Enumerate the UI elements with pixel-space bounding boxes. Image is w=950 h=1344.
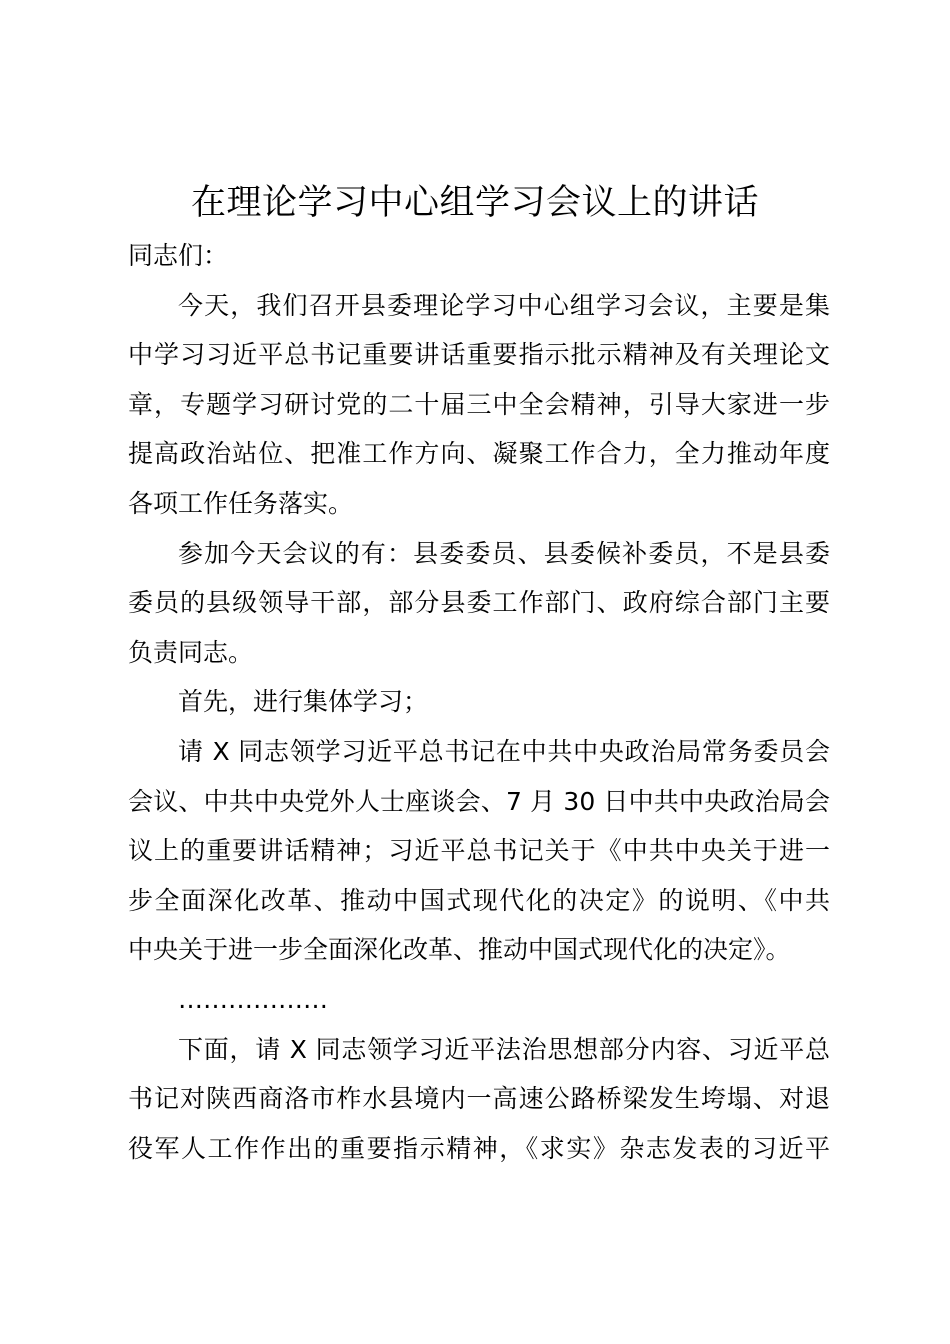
paragraph-line: 役军人工作作出的重要指示精神，《求实》杂志发表的习近平 — [128, 1133, 830, 1163]
document-body — [128, 231, 830, 1173]
paragraph-line: 首先，进行集体学习； — [178, 687, 429, 717]
paragraph-line: 中央关于进一步全面深化改革、推动中国式现代化的决定》。 — [128, 935, 791, 965]
paragraph-line: 请 X 同志领学习近平总书记在中共中央政治局常务委员会 — [178, 736, 830, 766]
paragraph-line: 今天，我们召开县委理论学习中心组学习会议，主要是集 — [178, 290, 830, 320]
paragraph-line: 下面，请 X 同志领学习近平法治思想部分内容、习近平总 — [178, 1034, 830, 1064]
document-title: 在理论学习中心组学习会议上的讲话 — [190, 183, 759, 223]
paragraph-3 — [128, 677, 830, 727]
paragraph-1 — [128, 281, 830, 529]
ellipsis: ……………… — [178, 984, 328, 1014]
paragraph-line: 参加今天会议的有：县委委员、县委候补委员，不是县委 — [178, 538, 830, 568]
paragraph-line: 提高政治站位、把准工作方向、凝聚工作合力，全力推动年度 — [128, 439, 830, 469]
salutation: 同志们： — [128, 241, 229, 270]
paragraph-line: 会议、中共中央党外人士座谈会、7 月 30 日中共中央政治局会 — [128, 786, 830, 816]
paragraph-line: 步全面深化改革、推动中国式现代化的决定》的说明、《中共 — [128, 885, 830, 915]
paragraph-line: 委员的县级领导干部，部分县委工作部门、政府综合部门主要 — [128, 588, 830, 618]
paragraph-line: 章，专题学习研讨党的二十届三中全会精神，引导大家进一步 — [128, 389, 830, 419]
paragraph-line: 负责同志。 — [128, 637, 254, 667]
paragraph-line: 书记对陕西商洛市柞水县境内一高速公路桥梁发生垮塌、对退 — [128, 1084, 830, 1114]
paragraph-line: 中学习习近平总书记重要讲话重要指示批示精神及有关理论文 — [128, 340, 830, 370]
paragraph-line: 议上的重要讲话精神；习近平总书记关于《中共中央关于进一 — [128, 836, 830, 866]
paragraph-line: 各项工作任务落实。 — [128, 488, 354, 518]
paragraph-5 — [128, 1025, 830, 1174]
paragraph-4 — [128, 727, 830, 975]
paragraph-2 — [128, 529, 830, 678]
